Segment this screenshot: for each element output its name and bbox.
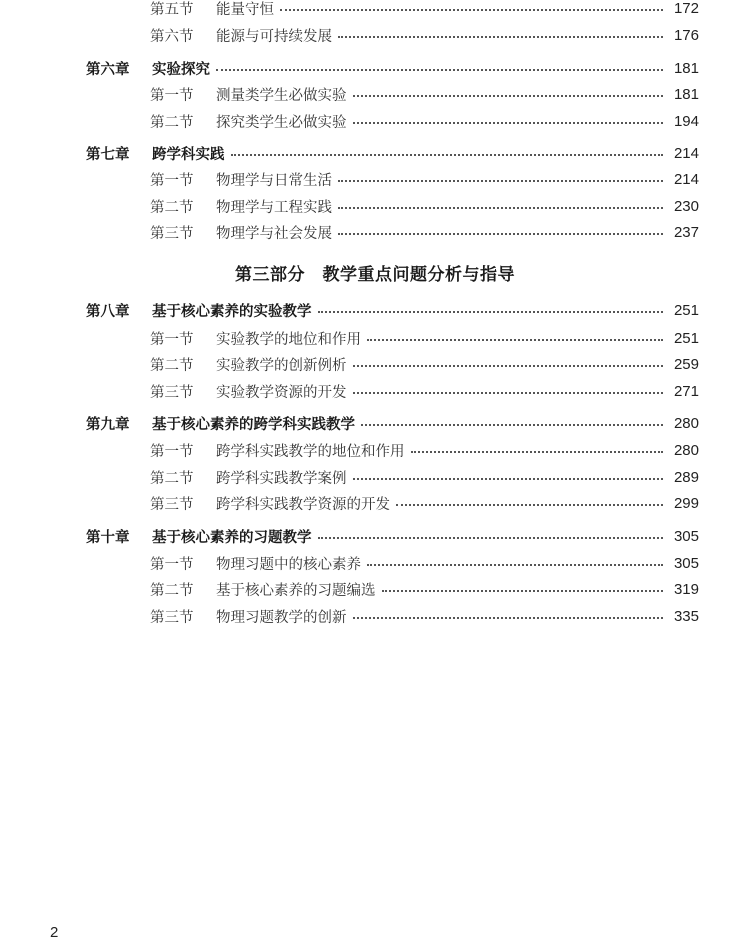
section-number: 第一节 [150,331,194,348]
dot-leader [353,478,664,480]
dot-leader [411,451,664,453]
dot-leader [382,590,664,592]
section-title: 实验教学的地位和作用 [216,331,361,348]
section-number: 第三节 [150,225,194,242]
toc-chapter-entry[interactable] [0,57,750,79]
toc-section-entry[interactable] [0,110,750,132]
dot-leader [353,122,664,124]
section-number: 第二节 [150,114,194,131]
page-number: 172 [673,0,699,17]
toc-chapter-entry[interactable] [0,525,750,547]
section-number: 第五节 [150,1,194,18]
dot-leader [353,392,664,394]
toc-section-entry[interactable] [0,353,750,375]
section-number: 第三节 [150,609,194,626]
chapter-title: 基于核心素养的习题教学 [152,529,312,546]
toc-chapter-entry[interactable] [0,142,750,164]
page-number: 319 [673,580,699,598]
section-number: 第一节 [150,172,194,189]
toc-section-entry[interactable] [0,466,750,488]
dot-leader [396,504,663,506]
page-number: 237 [673,223,699,241]
section-title: 跨学科实践教学的地位和作用 [216,443,405,460]
toc-section-entry[interactable] [0,83,750,105]
section-number: 第一节 [150,87,194,104]
section-number: 第三节 [150,496,194,513]
chapter-number: 第十章 [86,529,130,546]
section-number: 第一节 [150,443,194,460]
section-title: 探究类学生必做实验 [216,114,347,131]
toc-section-entry[interactable] [0,380,750,402]
section-title: 物理习题中的核心素养 [216,556,361,573]
chapter-title: 实验探究 [152,61,210,78]
section-title: 基于核心素养的习题编选 [216,582,376,599]
page-number: 251 [673,329,699,347]
dot-leader [367,339,663,341]
page-number: 280 [673,441,699,459]
dot-leader [338,233,663,235]
page-number: 194 [673,112,699,130]
dot-leader [338,180,663,182]
section-number: 第三节 [150,384,194,401]
section-title: 能量守恒 [216,1,274,18]
section-title: 物理习题教学的创新 [216,609,347,626]
page-number: 251 [673,301,699,319]
dot-leader [338,36,663,38]
toc-section-entry[interactable] [0,605,750,627]
section-number: 第二节 [150,357,194,374]
dot-leader [216,69,663,71]
toc-chapter-entry[interactable] [0,299,750,321]
chapter-title: 基于核心素养的跨学科实践教学 [152,416,355,433]
chapter-number: 第九章 [86,416,130,433]
dot-leader [318,311,664,313]
dot-leader [338,207,663,209]
toc-section-entry[interactable] [0,221,750,243]
page-number: 181 [673,85,699,103]
section-number: 第二节 [150,470,194,487]
toc-section-entry[interactable] [0,195,750,217]
section-title: 测量类学生必做实验 [216,87,347,104]
dot-leader [361,424,663,426]
footer-page-number: 2 [50,924,59,941]
dot-leader [280,9,663,11]
section-title: 跨学科实践教学资源的开发 [216,496,390,513]
section-title: 实验教学资源的开发 [216,384,347,401]
section-number: 第二节 [150,199,194,216]
toc-section-entry[interactable] [0,24,750,46]
chapter-number: 第七章 [86,146,130,163]
page-number: 335 [673,607,699,625]
page-number: 181 [673,59,699,77]
page-number: 214 [673,144,699,162]
toc-section-entry[interactable] [0,578,750,600]
dot-leader [353,95,664,97]
chapter-number: 第八章 [86,303,130,320]
page-number: 214 [673,170,699,188]
dot-leader [353,617,664,619]
page-number: 259 [673,355,699,373]
section-title: 能源与可持续发展 [216,28,332,45]
dot-leader [353,365,664,367]
section-title: 物理学与社会发展 [216,225,332,242]
page-number: 305 [673,554,699,572]
section-title: 实验教学的创新例析 [216,357,347,374]
toc-chapter-entry[interactable] [0,412,750,434]
toc-section-entry[interactable] [0,492,750,514]
page-number: 230 [673,197,699,215]
page-number: 176 [673,26,699,44]
page-number: 280 [673,414,699,432]
section-title: 物理学与工程实践 [216,199,332,216]
toc-section-entry[interactable] [0,168,750,190]
toc-section-entry[interactable] [0,0,750,19]
toc-section-entry[interactable] [0,327,750,349]
section-number: 第一节 [150,556,194,573]
page-number: 271 [673,382,699,400]
chapter-title: 基于核心素养的实验教学 [152,303,312,320]
page-number: 305 [673,527,699,545]
toc-section-entry[interactable] [0,552,750,574]
section-number: 第六节 [150,28,194,45]
dot-leader [318,537,664,539]
page-number: 289 [673,468,699,486]
toc-section-entry[interactable] [0,439,750,461]
page-number: 299 [673,494,699,512]
dot-leader [367,564,663,566]
section-number: 第二节 [150,582,194,599]
chapter-number: 第六章 [86,61,130,78]
part-title: 第三部分 教学重点问题分析与指导 [235,265,515,285]
chapter-title: 跨学科实践 [152,146,225,163]
dot-leader [231,154,664,156]
section-title: 物理学与日常生活 [216,172,332,189]
section-title: 跨学科实践教学案例 [216,470,347,487]
